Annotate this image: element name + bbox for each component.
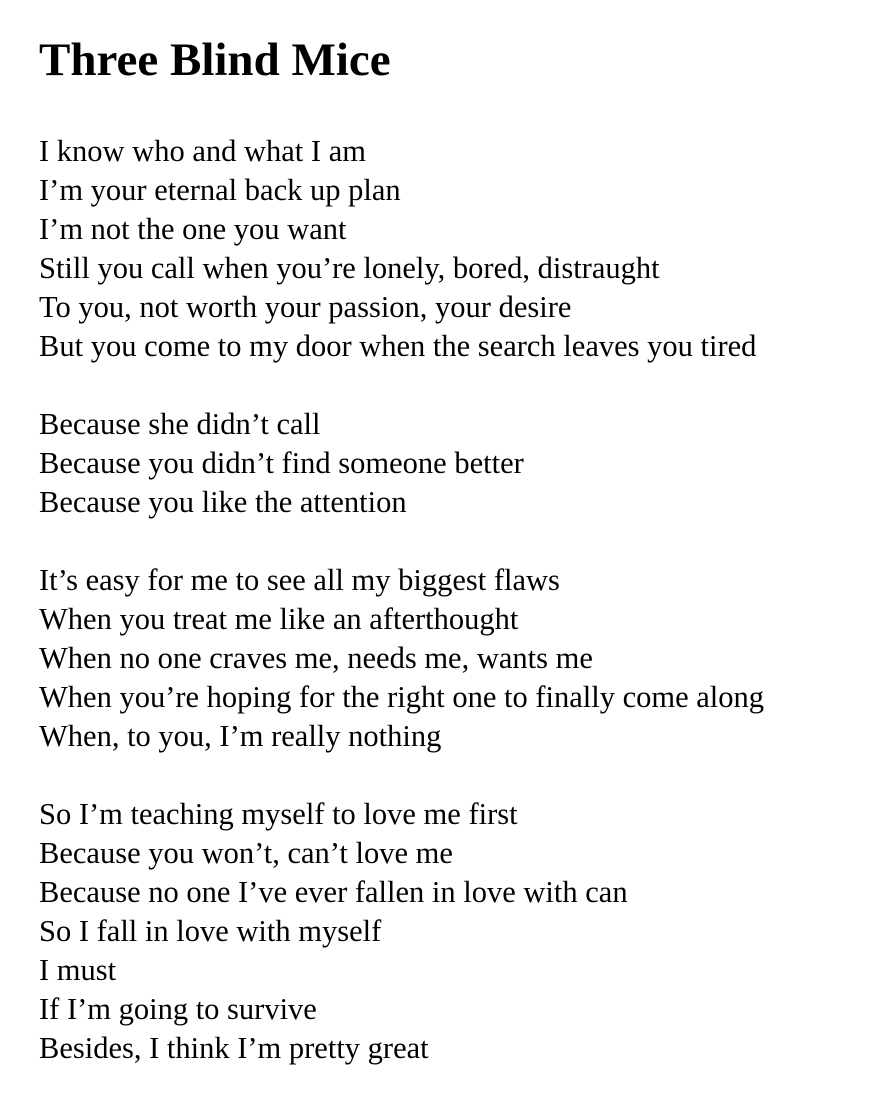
poem-title: Three Blind Mice xyxy=(39,34,391,86)
poem-line: I’m not the one you want xyxy=(39,212,347,246)
poem-line: It’s easy for me to see all my biggest flaws xyxy=(39,563,560,597)
poem-line: I must xyxy=(39,953,117,987)
poem-line: When you’re hoping for the right one to finally come along xyxy=(39,680,765,714)
poem-line: To you, not worth your passion, your desire xyxy=(39,290,572,324)
poem-line: When, to you, I’m really nothing xyxy=(39,719,442,753)
poem-line: But you come to my door when the search leaves you tired xyxy=(39,329,757,363)
poem-line: Because you didn’t find someone better xyxy=(39,446,524,480)
poem-line: Because you won’t, can’t love me xyxy=(39,836,453,870)
poem-line: When you treat me like an afterthought xyxy=(39,602,519,636)
stanza-2 xyxy=(39,405,524,522)
poem-line: When no one craves me, needs me, wants me xyxy=(39,641,593,675)
poem-line: I’m your eternal back up plan xyxy=(39,173,401,207)
poem-line: I know who and what I am xyxy=(39,134,366,168)
poem-line: Still you call when you’re lonely, bored, distraught xyxy=(39,251,660,285)
poem-line: Because you like the attention xyxy=(39,485,407,519)
stanza-3 xyxy=(39,561,764,756)
stanza-4 xyxy=(39,795,628,1068)
poem-line: Besides, I think I’m pretty great xyxy=(39,1031,429,1065)
poem-line: Because no one I’ve ever fallen in love with can xyxy=(39,875,628,909)
poem-line: So I fall in love with myself xyxy=(39,914,382,948)
stanza-1 xyxy=(39,132,756,366)
poem-line: Because she didn’t call xyxy=(39,407,321,441)
poem-line: So I’m teaching myself to love me first xyxy=(39,797,518,831)
poem-line: If I’m going to survive xyxy=(39,992,317,1026)
